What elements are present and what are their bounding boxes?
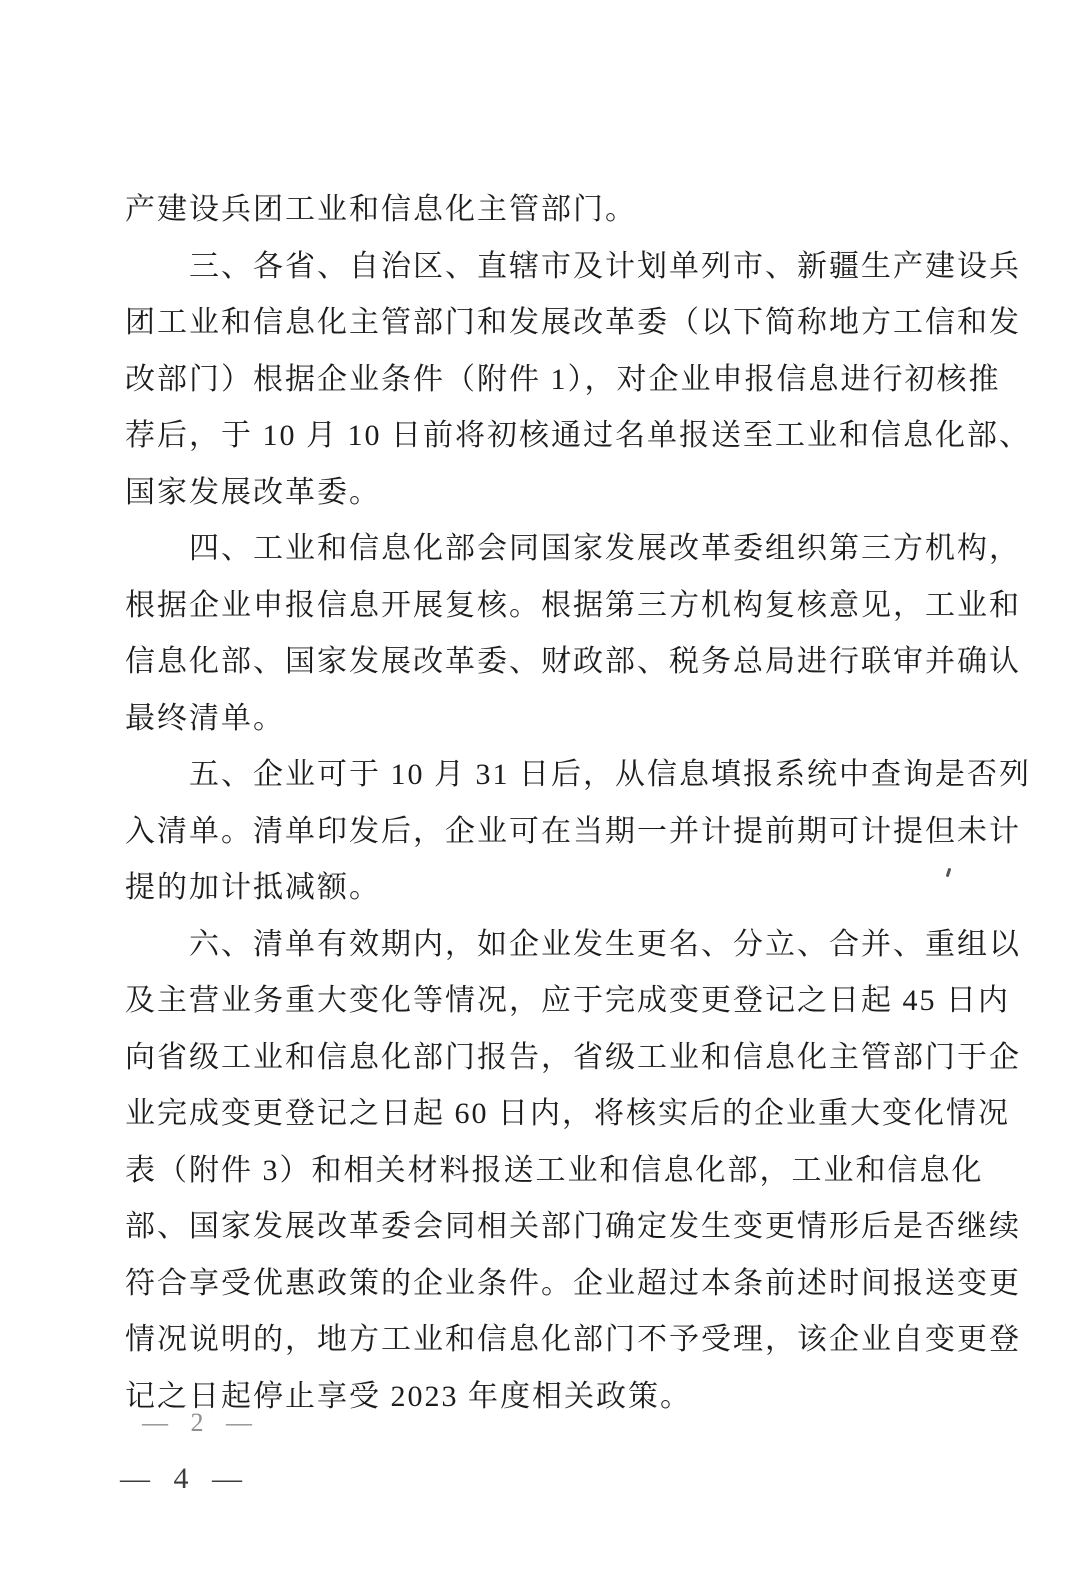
text-line: 信息化部、国家发展改革委、财政部、税务总局进行联审并确认 <box>125 645 1021 678</box>
text-line: 六、清单有效期内，如企业发生更名、分立、合并、重组以 <box>189 927 1021 961</box>
text-line: 五、企业可于 10 月 31 日后，从信息填报系统中查询是否列 <box>189 758 1031 791</box>
text-line: 根据企业申报信息开展复核。根据第三方机构复核意见，工业和 <box>125 588 1021 622</box>
page-number-faint: — 2 — <box>142 1408 260 1437</box>
text-line: 及主营业务重大变化等情况，应于完成变更登记之日起 45 日内 <box>125 984 1010 1017</box>
text-line: 部、国家发展改革委会同相关部门确定发生变更情形后是否继续 <box>125 1210 1021 1243</box>
text-line: 国家发展改革委。 <box>125 475 381 509</box>
text-line: 提的加计抵减额。 <box>125 871 381 904</box>
text-line: 最终清单。 <box>125 701 285 735</box>
document-body <box>125 182 1031 1425</box>
text-line: 四、工业和信息化部会同国家发展改革委组织第三方机构， <box>189 532 1021 565</box>
text-line: 改部门）根据企业条件（附件 1），对企业申报信息进行初核推 <box>125 362 1001 396</box>
text-line: 表（附件 3）和相关材料报送工业和信息化部，工业和信息化 <box>125 1153 984 1187</box>
text-line: 产建设兵团工业和信息化主管部门。 <box>125 193 637 226</box>
text-line: 三、各省、自治区、直辖市及计划单列市、新疆生产建设兵 <box>189 249 1021 283</box>
text-line: 向省级工业和信息化部门报告，省级工业和信息化主管部门于企 <box>125 1040 1021 1074</box>
page-number: — 4 — <box>120 1462 250 1495</box>
text-line: 符合享受优惠政策的企业条件。企业超过本条前述时间报送变更 <box>125 1266 1021 1300</box>
text-line: 业完成变更登记之日起 60 日内，将核实后的企业重大变化情况 <box>125 1097 1010 1130</box>
text-line: 荐后，于 10 月 10 日前将初核通过名单报送至工业和信息化部、 <box>125 419 1031 452</box>
text-line: 情况说明的，地方工业和信息化部门不予受理，该企业自变更登 <box>125 1323 1021 1356</box>
text-line: 记之日起停止享受 2023 年度相关政策。 <box>125 1379 692 1413</box>
text-line: 团工业和信息化主管部门和发展改革委（以下简称地方工信和发 <box>125 306 1021 339</box>
text-line: 入清单。清单印发后，企业可在当期一并计提前期可计提但未计 <box>125 814 1021 848</box>
